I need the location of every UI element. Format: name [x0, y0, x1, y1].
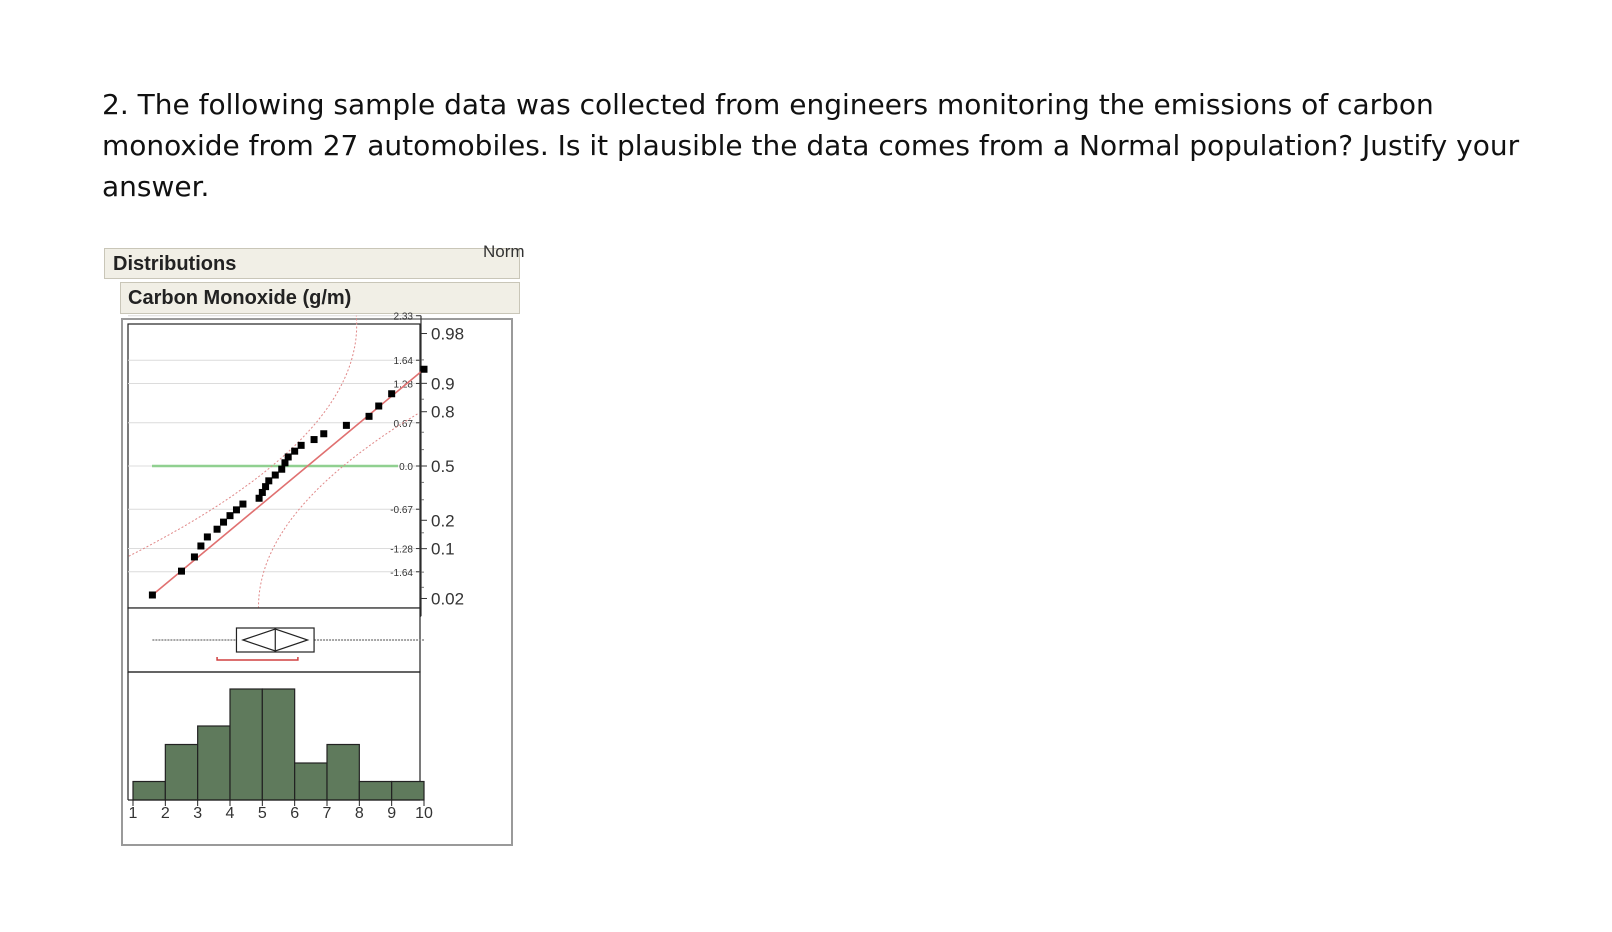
quantile-data-point	[233, 506, 240, 513]
x-tick-label: 6	[290, 805, 300, 822]
quantile-data-point	[298, 442, 305, 449]
question-line-2: monoxide from 27 automobiles. Is it plausible the data comes from a Normal population? Justify your	[102, 129, 1520, 162]
x-tick-label: 5	[257, 805, 267, 822]
quantile-tick-label: -1.28	[390, 544, 413, 556]
quantile-tick-label: 0.67	[393, 418, 413, 430]
probability-tick-label: 0.1	[431, 539, 455, 559]
quantile-data-point	[366, 413, 373, 420]
x-tick-label: 2	[160, 805, 170, 822]
quantile-data-point	[311, 436, 318, 443]
quantile-data-point	[320, 430, 327, 437]
quantile-data-point	[421, 366, 428, 373]
probability-tick-label: 0.5	[431, 457, 455, 476]
quantile-data-point	[239, 501, 246, 508]
question-line-3: answer.	[102, 170, 210, 203]
quantile-data-point	[214, 526, 221, 533]
x-tick-label: 9	[387, 805, 397, 822]
histogram-bar	[262, 689, 294, 800]
distributions-title: Distributions	[113, 253, 237, 275]
quantile-tick-label: 1.28	[393, 379, 413, 391]
probability-tick-label: 0.8	[431, 402, 455, 422]
x-tick-label: 4	[225, 805, 235, 822]
quantile-data-point	[388, 390, 395, 397]
x-tick-label: 8	[354, 805, 364, 822]
quantile-data-point	[178, 568, 185, 575]
quantile-data-point	[278, 466, 285, 473]
quantile-tick-label: 1.64	[393, 356, 413, 368]
quantile-data-point	[375, 403, 382, 410]
histogram-bar	[359, 782, 391, 801]
quantile-tick-label: 2.33	[393, 311, 413, 323]
quantile-data-point	[220, 519, 227, 526]
quantile-data-point	[285, 453, 292, 460]
x-tick-label: 1	[128, 805, 138, 822]
quantile-data-point	[343, 422, 350, 429]
histogram-bar	[230, 689, 262, 800]
column-title: Carbon Monoxide (g/m)	[128, 287, 352, 309]
histogram-bar	[165, 745, 197, 801]
histogram-bar	[295, 763, 327, 800]
x-tick-label: 3	[193, 805, 203, 822]
quantile-data-point	[204, 533, 211, 540]
quantile-tick-label: -0.67	[390, 505, 413, 517]
x-tick-label: 7	[322, 805, 332, 822]
probability-tick-label: 0.98	[431, 324, 465, 344]
quantile-data-point	[265, 477, 272, 484]
quantile-data-point	[227, 512, 234, 519]
question-line-1: 2. The following sample data was collected from engineers monitoring the emissions of carbon	[102, 88, 1434, 121]
histogram-bar	[133, 782, 165, 801]
x-tick-label: 10	[415, 805, 433, 822]
quantile-tick-label: 0.0	[399, 462, 413, 473]
quantile-data-point	[191, 553, 198, 560]
probability-tick-label: 0.2	[431, 511, 455, 531]
quantile-tick-label: -1.64	[390, 567, 413, 579]
normal-quantile-label: Norm	[483, 242, 525, 261]
quantile-data-point	[272, 472, 279, 479]
quantile-data-point	[197, 542, 204, 549]
histogram-bar	[392, 782, 424, 801]
histogram-bar	[198, 726, 230, 800]
histogram-bar	[327, 745, 359, 801]
probability-tick-label: 0.02	[431, 589, 465, 609]
quantile-data-point	[291, 448, 298, 455]
probability-tick-label: 0.9	[431, 374, 455, 394]
quantile-data-point	[149, 592, 156, 599]
